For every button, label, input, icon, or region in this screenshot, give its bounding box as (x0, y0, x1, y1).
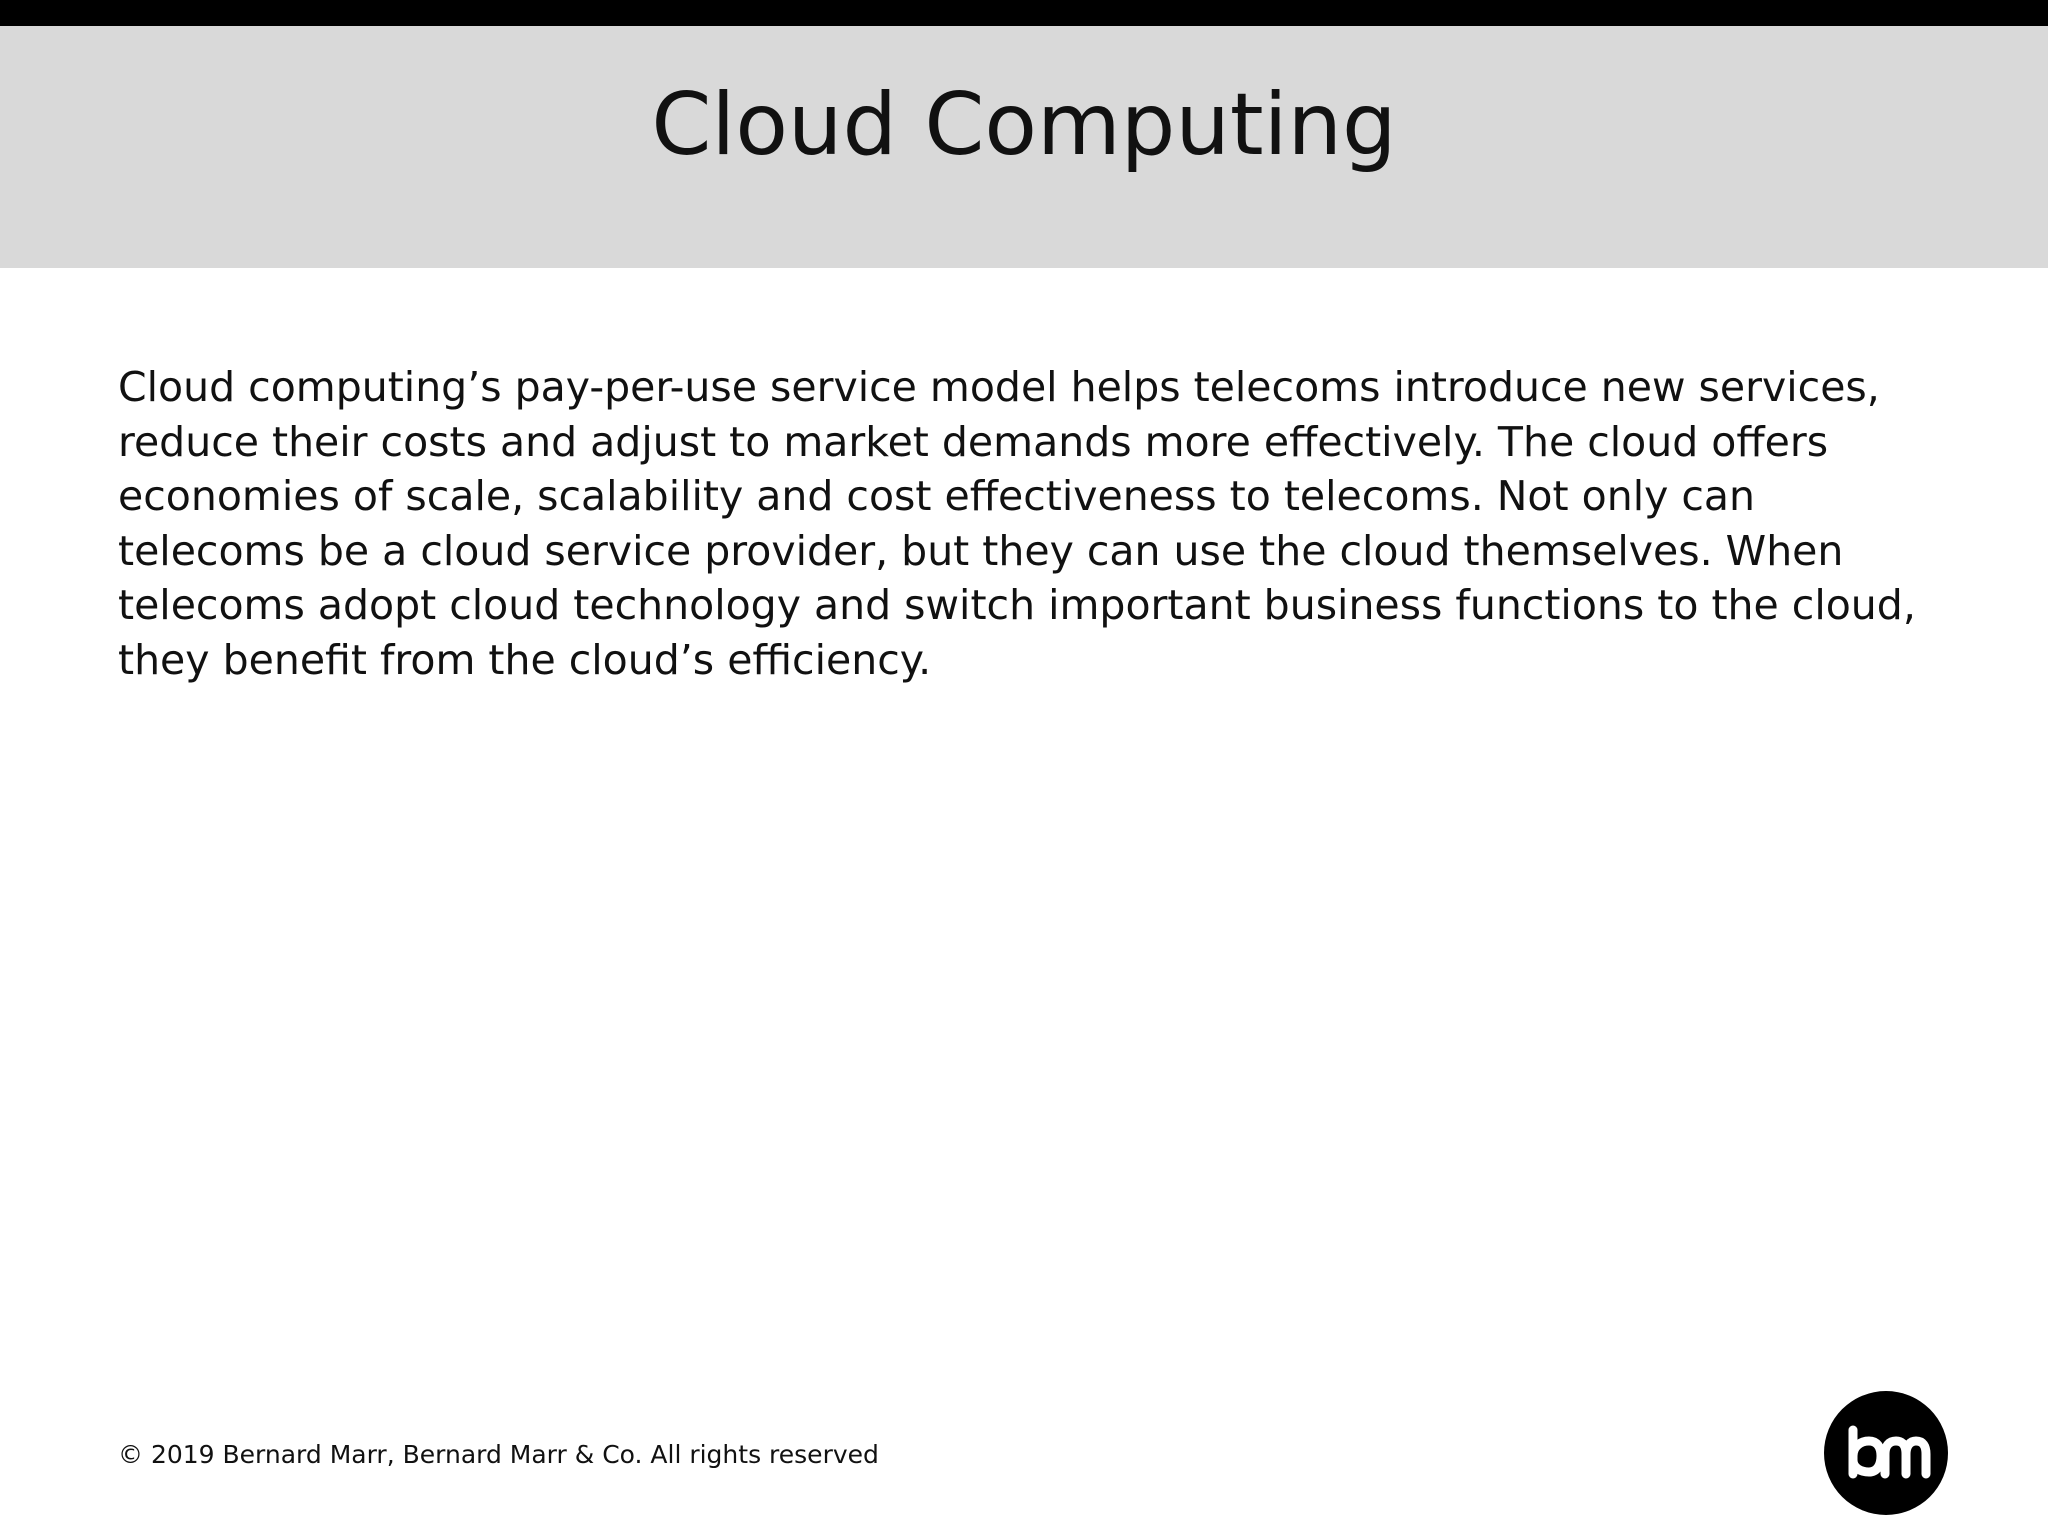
copyright-footer: © 2019 Bernard Marr, Bernard Marr & Co. All rights reserved (118, 1440, 879, 1469)
slide-title: Cloud Computing (651, 75, 1397, 175)
bm-logo-icon (1823, 1390, 1949, 1516)
body-paragraph: Cloud computing’s pay-per-use service model helps telecoms introduce new services, reduce their costs and adjust to market demands more effectively. The cloud offers economies of scale, scalability and cost effectiveness to telecoms. Not only can telecoms be a cloud service provider, but they can use the cloud themselves. When telecoms adopt cloud technology and switch important business functions to the cloud, they benefit from the cloud’s efficiency. (118, 363, 1916, 684)
top-bar (0, 0, 2048, 26)
